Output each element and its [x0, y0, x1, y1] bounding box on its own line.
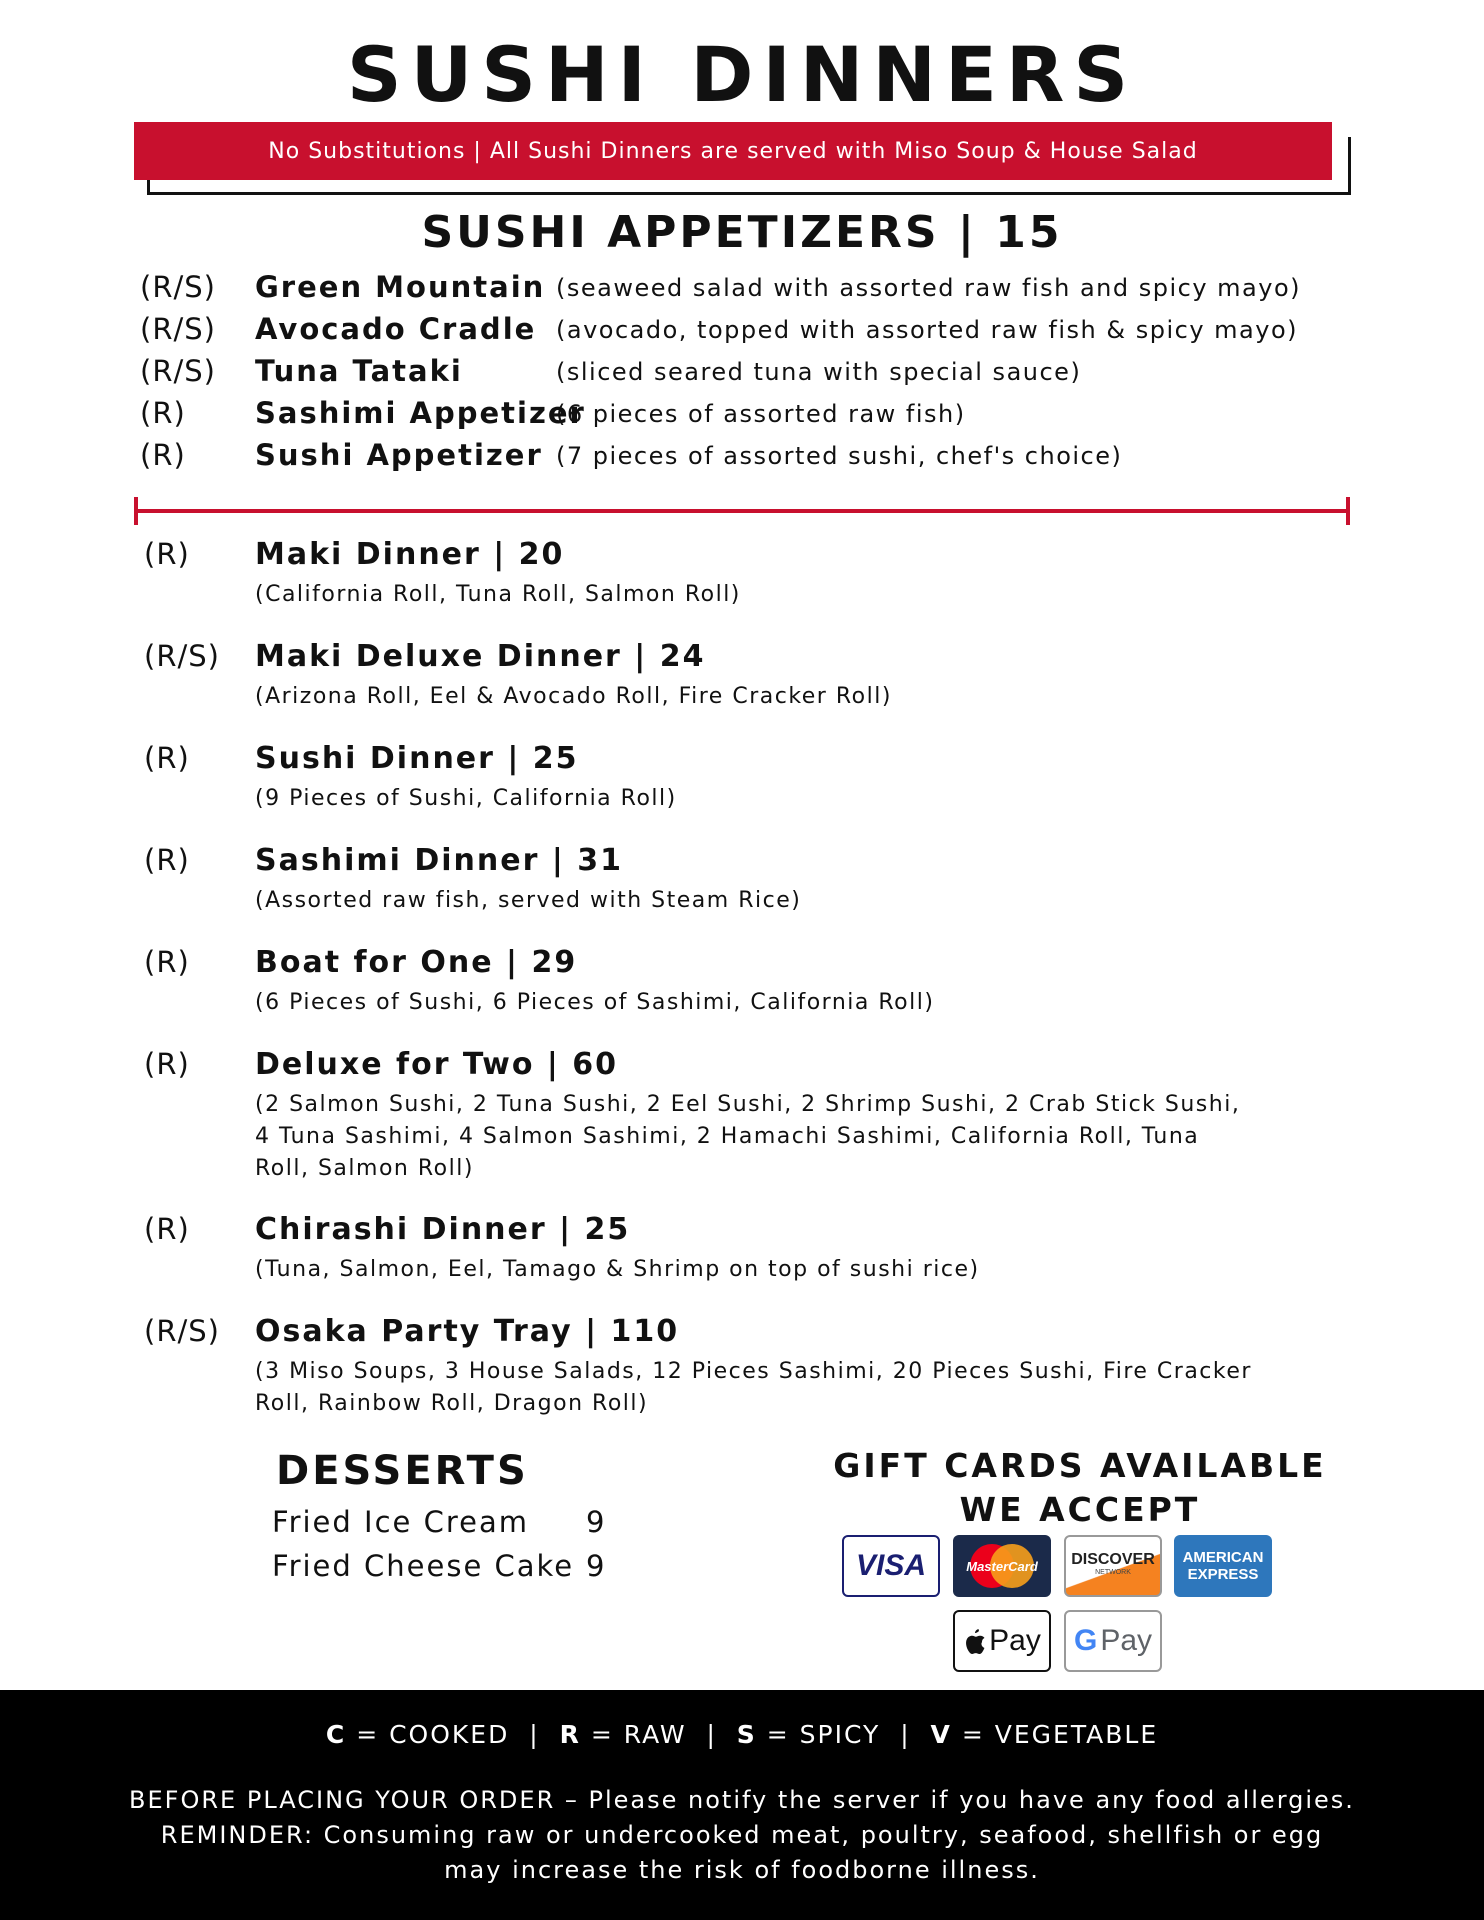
google-g-icon: G [1073, 1624, 1098, 1657]
mastercard-logo [953, 1535, 1051, 1597]
appetizer-code: (R) [140, 438, 186, 472]
appetizer-desc: (7 pieces of assorted sushi, chef's choice) [556, 442, 1123, 470]
reminder-notice: REMINDER: Consuming raw or undercooked meat, poultry, seafood, shellfish or egg [160, 1821, 1324, 1849]
google-pay-label: Pay [1100, 1624, 1153, 1657]
dessert-name: Fried Cheese Cake [272, 1549, 575, 1583]
visa-label: VISA [855, 1549, 927, 1582]
legend-separator: | [529, 1720, 540, 1749]
dinner-code: (R) [144, 843, 190, 877]
allergy-notice: BEFORE PLACING YOUR ORDER – Please notify the server if you have any food allergies. [129, 1786, 1355, 1814]
legend-eq: = [961, 1720, 985, 1749]
discover-logo [1064, 1535, 1162, 1597]
dinner-desc: (2 Salmon Sushi, 2 Tuna Sushi, 2 Eel Sushi, 2 Shrimp Sushi, 2 Crab Stick Sushi, 4 Tuna Sashimi, 4 Salmon Sashimi, 2 Hamachi Sashimi, California Roll, Tuna Roll, Salmon Roll) [255, 1092, 1241, 1181]
appetizer-row [0, 438, 1484, 480]
apple-pay-logo [953, 1610, 1051, 1672]
appetizer-code: (R/S) [140, 354, 216, 388]
appetizer-code: (R/S) [140, 312, 216, 346]
legend-separator: | [706, 1720, 717, 1749]
dinner-name: Maki Dinner | 20 [255, 537, 565, 572]
dinner-code: (R/S) [144, 1314, 220, 1348]
legend-key-cooked: C [325, 1720, 347, 1749]
appetizer-name: Sashimi Appetizer [255, 396, 586, 430]
dessert-price: 9 [586, 1505, 605, 1539]
reminder-notice-cont: may increase the risk of foodborne illness. [444, 1856, 1040, 1884]
dinner-name: Sashimi Dinner | 31 [255, 843, 623, 878]
appetizer-row [0, 354, 1484, 396]
appetizer-name: Avocado Cradle [255, 312, 537, 346]
dinner-desc: (Tuna, Salmon, Eel, Tamago & Shrimp on top of sushi rice) [255, 1257, 980, 1282]
appetizer-row [0, 396, 1484, 438]
dinner-name: Chirashi Dinner | 25 [255, 1212, 631, 1247]
section-divider [136, 509, 1348, 513]
dinner-code: (R) [144, 741, 190, 775]
visa-logo [842, 1535, 940, 1597]
we-accept-heading: WE ACCEPT [959, 1490, 1201, 1529]
dinner-code: (R/S) [144, 639, 220, 673]
apple-pay-label: Pay [989, 1624, 1041, 1657]
appetizers-title: SUSHI APPETIZERS | 15 [421, 207, 1063, 258]
desserts-title: DESSERTS [276, 1448, 529, 1494]
dinner-name: Osaka Party Tray | 110 [255, 1314, 680, 1349]
divider-cap-right [1346, 497, 1350, 525]
dinner-code: (R) [144, 537, 190, 571]
legend-eq: = [356, 1720, 380, 1749]
appetizer-desc: (seaweed salad with assorted raw fish and spicy mayo) [556, 274, 1302, 302]
legend-value-vegetable: VEGETABLE [994, 1720, 1159, 1749]
legend-key-raw: R [559, 1720, 581, 1749]
dinner-name: Sushi Dinner | 25 [255, 741, 579, 776]
gift-cards-heading: GIFT CARDS AVAILABLE [833, 1446, 1327, 1485]
appetizer-name: Sushi Appetizer [255, 438, 543, 472]
appetizer-desc: (avocado, topped with assorted raw fish & spicy mayo) [556, 316, 1298, 344]
apple-icon [963, 1627, 987, 1655]
dinner-name: Deluxe for Two | 60 [255, 1047, 619, 1082]
google-pay-logo [1064, 1610, 1162, 1672]
dinner-desc: (9 Pieces of Sushi, California Roll) [255, 786, 677, 811]
appetizer-name: Green Mountain [255, 270, 546, 304]
legend-value-raw: RAW [623, 1720, 687, 1749]
legend-key-spicy: S [736, 1720, 757, 1749]
info-banner [134, 122, 1332, 180]
amex-logo [1174, 1535, 1272, 1597]
dinner-desc: (6 Pieces of Sushi, 6 Pieces of Sashimi, California Roll) [255, 990, 935, 1015]
dessert-item [272, 1549, 574, 1583]
dinner-name: Boat for One | 29 [255, 945, 578, 980]
legend-value-cooked: COOKED [389, 1720, 510, 1749]
dinner-desc: (3 Miso Soups, 3 House Salads, 12 Pieces Sashimi, 20 Pieces Sushi, Fire Cracker Roll, Rainbow Roll, Dragon Roll) [255, 1359, 1252, 1416]
legend-separator: | [900, 1720, 911, 1749]
footer [0, 1690, 1484, 1920]
appetizer-row [0, 270, 1484, 312]
dinner-code: (R) [144, 1047, 190, 1081]
legend-value-spicy: SPICY [799, 1720, 881, 1749]
amex-sub: EXPRESS [1187, 1566, 1259, 1583]
legend [0, 1720, 1484, 1749]
dessert-item [272, 1505, 529, 1539]
appetizer-row [0, 312, 1484, 354]
amex-label: AMERICAN [1182, 1549, 1264, 1566]
discover-sub: NETWORK [1095, 1568, 1131, 1576]
dinner-desc: (California Roll, Tuna Roll, Salmon Roll) [255, 582, 741, 607]
mastercard-label: MasterCard [966, 1558, 1038, 1574]
legend-eq: = [590, 1720, 614, 1749]
legend-key-vegetable: V [930, 1720, 952, 1749]
appetizer-desc: (6 pieces of assorted raw fish) [556, 400, 966, 428]
dessert-name: Fried Ice Cream [272, 1505, 529, 1539]
dessert-price: 9 [586, 1549, 605, 1583]
dinner-code: (R) [144, 945, 190, 979]
dinner-name: Maki Deluxe Dinner | 24 [255, 639, 706, 674]
appetizer-code: (R) [140, 396, 186, 430]
dinner-desc: (Arizona Roll, Eel & Avocado Roll, Fire Cracker Roll) [255, 684, 892, 709]
page-title: SUSHI DINNERS [346, 30, 1138, 119]
discover-label: DISCOVER [1071, 1550, 1155, 1568]
appetizer-desc: (sliced seared tuna with special sauce) [556, 358, 1082, 386]
dinner-code: (R) [144, 1212, 190, 1246]
legend-eq: = [766, 1720, 790, 1749]
appetizer-code: (R/S) [140, 270, 216, 304]
banner-text: No Substitutions | All Sushi Dinners are served with Miso Soup & House Salad [268, 138, 1198, 164]
dinner-desc: (Assorted raw fish, served with Steam Rice) [255, 888, 802, 913]
appetizer-name: Tuna Tataki [255, 354, 463, 388]
